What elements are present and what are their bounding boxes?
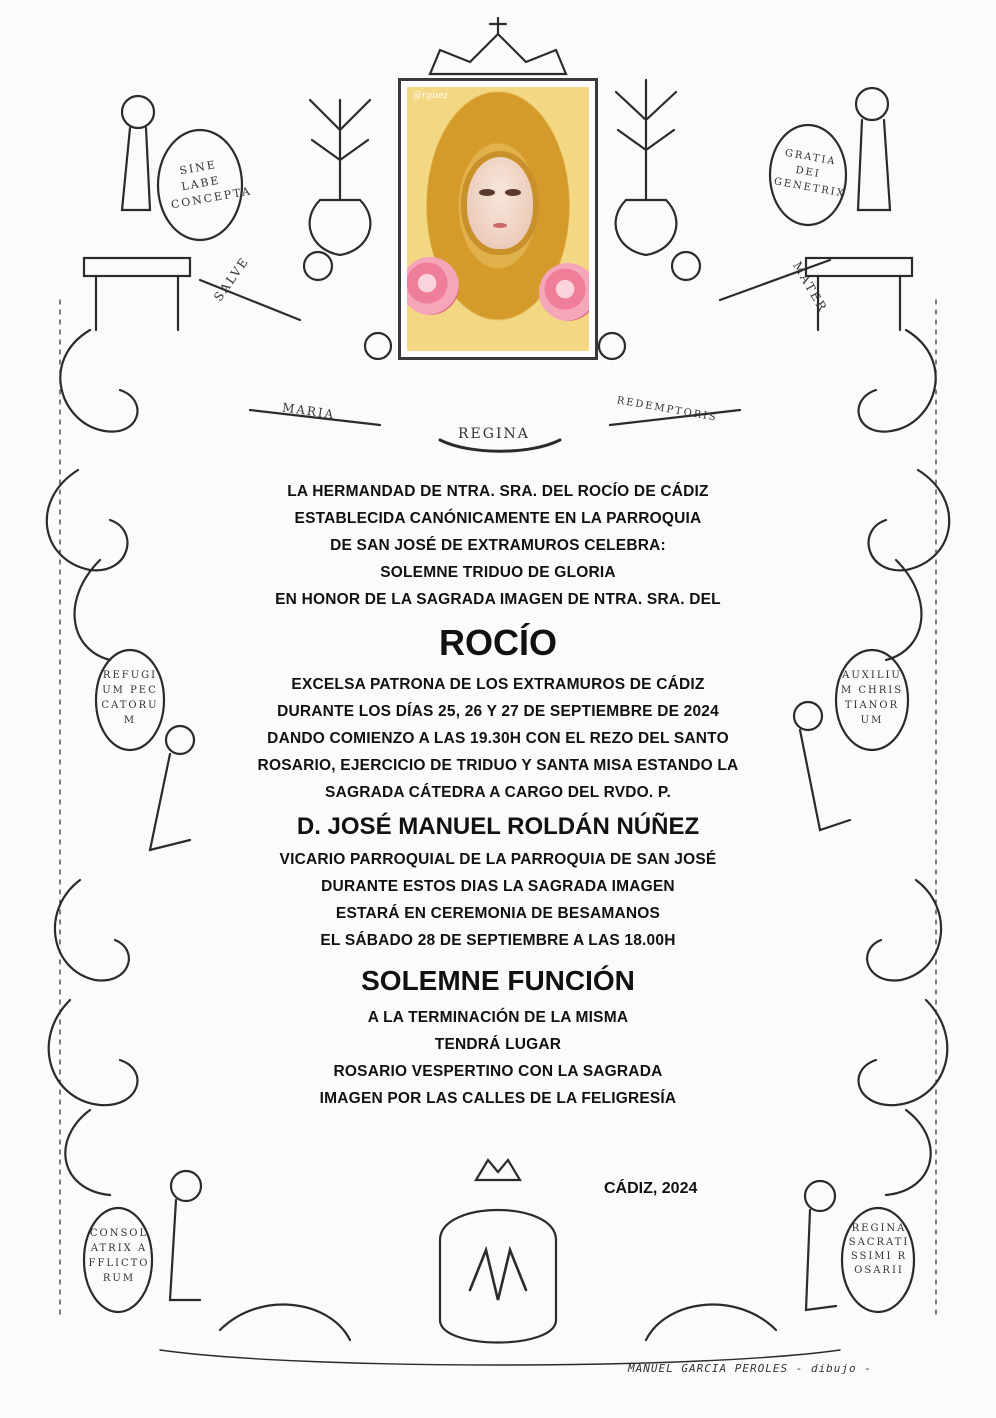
intro-line: SOLEMNE TRIDUO DE GLORIA — [380, 564, 616, 581]
rose-right — [539, 263, 589, 321]
intro-line: ESTABLECIDA CANÓNICAMENTE EN LA PARROQUIA — [294, 510, 702, 527]
cartouche-bottom-left: CONSOLATRIX AFFLICTORUM — [88, 1228, 150, 1284]
closing-line: IMAGEN POR LAS CALLES DE LA FELIGRESÍA — [319, 1090, 677, 1107]
rose-left — [407, 257, 459, 315]
place-date: CÁDIZ, 2024 — [604, 1180, 698, 1197]
closing-line: A LA TERMINACIÓN DE LA MISMA — [367, 1009, 629, 1026]
details-line: ROSARIO, EJERCICIO DE TRIDUO Y SANTA MISA ESTANDO LA — [257, 757, 739, 774]
cartouche-bottom-right: REGINA SACRATISSIMI ROSARII — [848, 1223, 910, 1276]
title-rocio: ROCÍO — [438, 622, 557, 663]
photo-watermark: @rguez — [413, 91, 448, 101]
cartouche-top-left: SINE LABE CONCEPTA — [170, 158, 253, 212]
scroll-salve: SALVE — [211, 254, 252, 304]
preacher-line: EL SÁBADO 28 DE SEPTIEMBRE A LAS 18.00H — [320, 932, 676, 949]
closing-line: TENDRÁ LUGAR — [434, 1036, 562, 1053]
artist-signature: MANUEL GARCIA PEROLES - dibujo - — [628, 1362, 872, 1375]
announcement — [200, 478, 796, 1112]
cartouche-mid-right: AUXILIUM CHRISTIANORUM — [840, 670, 904, 726]
intro-line: DE SAN JOSÉ DE EXTRAMUROS CELEBRA: — [330, 537, 666, 554]
intro-line: LA HERMANDAD DE NTRA. SRA. DEL ROCÍO DE CÁDIZ — [287, 483, 709, 500]
intro-line: EN HONOR DE LA SAGRADA IMAGEN DE NTRA. SRA. DEL — [275, 591, 721, 608]
details-line: DANDO COMIENZO A LAS 19.30H CON EL REZO DEL SANTO — [267, 730, 729, 747]
details-line: DURANTE LOS DÍAS 25, 26 Y 27 DE SEPTIEMBRE DE 2024 — [277, 703, 719, 720]
scroll-redemptoris: REDEMPTORIS — [615, 395, 719, 424]
details-line: EXCELSA PATRONA DE LOS EXTRAMUROS DE CÁDIZ — [291, 676, 705, 693]
preacher-name: D. JOSÉ MANUEL ROLDÁN NÚÑEZ — [296, 813, 700, 840]
virgin-image-frame — [398, 78, 598, 360]
details-line: SAGRADA CÁTEDRA A CARGO DEL RVDO. P. — [325, 784, 671, 801]
preacher-line: VICARIO PARROQUIAL DE LA PARROQUIA DE SAN JOSÉ — [279, 851, 717, 868]
scroll-mater: MATER — [789, 259, 831, 315]
function-title: SOLEMNE FUNCIÓN — [361, 965, 635, 996]
cartouche-top-right: GRATIA DEI GENETRIX — [772, 147, 847, 200]
cartouche-mid-left: REFUGIUM PECCATORUM — [101, 670, 159, 726]
virgin-photo — [407, 87, 589, 351]
scroll-maria: MARIA — [281, 400, 337, 422]
preacher-line: DURANTE ESTOS DIAS LA SAGRADA IMAGEN — [321, 878, 675, 895]
preacher-line: ESTARÁ EN CEREMONIA DE BESAMANOS — [335, 905, 661, 922]
virgin-face — [467, 157, 533, 249]
closing-line: ROSARIO VESPERTINO CON LA SAGRADA — [333, 1063, 663, 1080]
scroll-regina: REGINA — [458, 426, 530, 442]
